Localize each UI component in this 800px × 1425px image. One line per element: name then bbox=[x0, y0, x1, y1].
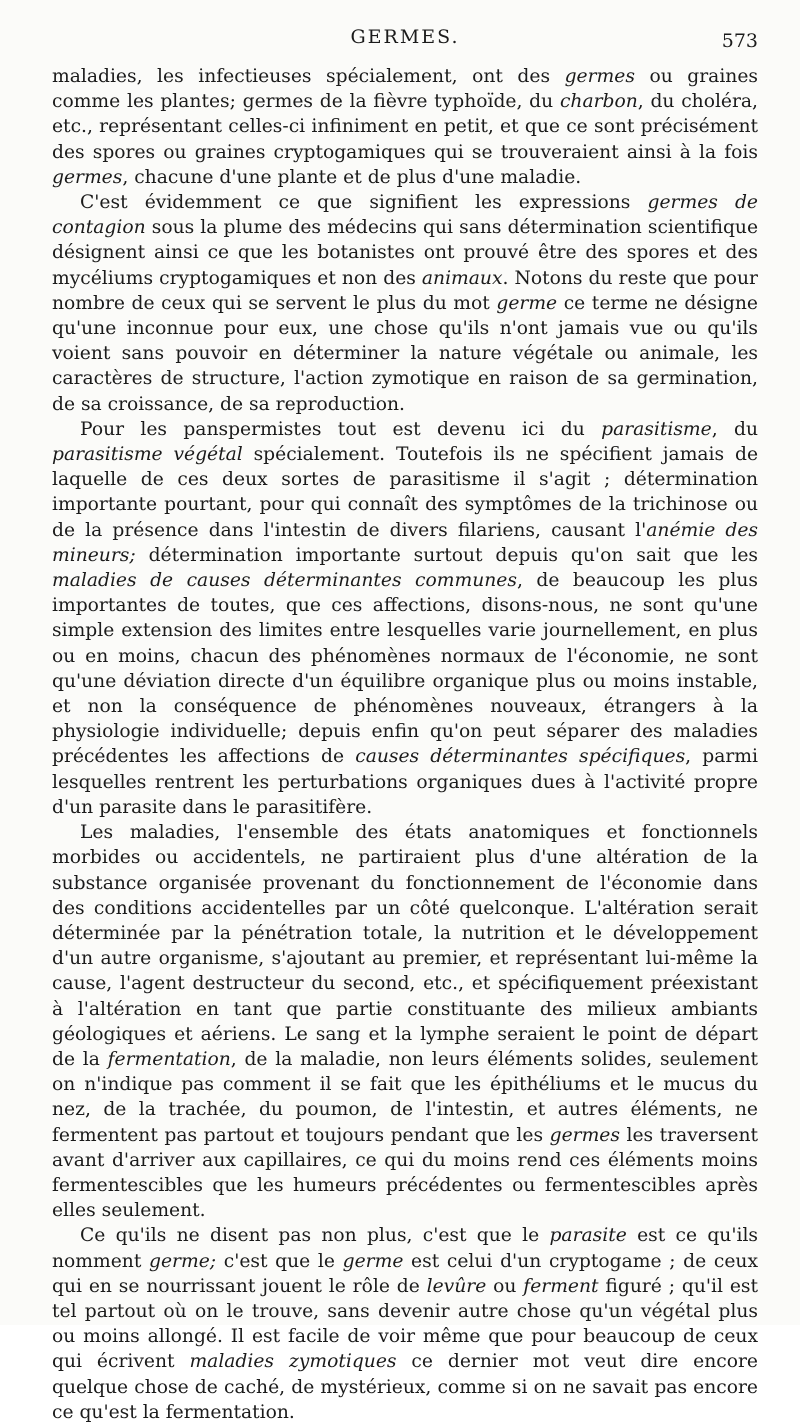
page-number: 573 bbox=[721, 30, 758, 52]
text-span: c'est que le bbox=[216, 1250, 343, 1272]
text-span: . Notons du reste que pour nombre de ceux qui se servent le plus du mot bbox=[52, 267, 758, 314]
text-span: Les maladies, l'ensemble des états anatomiques et fonctionnels morbides ou accidentels, ne partiraient plus d'une altération de la substance organisée provenant du fonctionnement de l'économie dans des conditions accidentelles par un côté quelconque. L'altération serait déterminée par la pénétration totale, la nutrition et le développement d'un autre organisme, s'ajoutant au premier, et représentant lui-même la cause, l'agent destructeur du second, etc., et spécifiquement préexistant à l'altération en tant que partie constituante des milieux ambiants géologiques et aériens. Le sang et la lymphe seraient le point de départ de la bbox=[52, 822, 758, 1070]
italic-span: parasite bbox=[549, 1225, 627, 1247]
body-text bbox=[52, 64, 758, 1425]
paragraph-3 bbox=[52, 417, 758, 820]
text-span: les traversent avant d'arriver aux capillaires, ce qui du moins rend ces éléments moins fermentescibles que les humeurs précédentes ou fermentescibles après elles seulement. bbox=[52, 1124, 758, 1222]
italic-span: maladies zymotiques bbox=[189, 1351, 397, 1373]
text-span: détermination importante surtout depuis qu'on sait que les bbox=[135, 544, 758, 566]
text-span: , de la maladie, non leurs éléments solides, seulement on n'indique pas comment il se fait que les épithéliums et le mucus du nez, de la trachée, du poumon, de l'intestin, et autres éléments, ne fermentent pas partout et toujours pendant que les bbox=[52, 1048, 758, 1146]
italic-span: causes déterminantes spécifiques bbox=[355, 746, 686, 768]
text-span: Pour les panspermistes tout est devenu ici du bbox=[80, 418, 602, 440]
text-span: maladies, les infectieuses spécialement, ont des bbox=[52, 66, 565, 87]
paragraph-4 bbox=[52, 820, 758, 1223]
text-span: ce dernier mot veut dire encore quelque chose de caché, de mystérieux, comme si on ne savait pas encore ce qu'est la fermentation. bbox=[52, 1351, 758, 1423]
text-span: figuré ; qu'il est tel partout où on le trouve, sans devenir autre chose qu'un végétal plus ou moins allongé. Il est facile de voir même que pour beaucoup de ceux qui écrivent bbox=[52, 1275, 758, 1373]
italic-span: germe; bbox=[149, 1250, 217, 1272]
italic-span: germe bbox=[342, 1250, 404, 1272]
italic-span: anémie des mineurs; bbox=[52, 519, 758, 566]
italic-span: charbon bbox=[559, 91, 638, 113]
text-span: , de beaucoup les plus importantes de toutes, que ces affections, disons-nous, ne sont qu'une simple extension des limites entre lesquelles varie journellement, en plus ou en moins, chacun des phénomènes normaux de l'économie, ne sont qu'une déviation directe d'un équilibre organique plus ou moins instable, et non la conséquence de phénomènes nouveaux, étrangers à la physiologie individuelle; depuis enfin qu'on peut séparer des maladies précédentes les affections de bbox=[52, 570, 758, 768]
text-span: , parmi lesquelles rentrent les perturbations organiques dues à l'activité propre d'un parasite dans le parasitifère. bbox=[52, 746, 758, 818]
italic-span: germes bbox=[564, 66, 635, 87]
paragraph-1 bbox=[52, 64, 758, 190]
paragraph-5 bbox=[52, 1223, 758, 1425]
text-span: sous la plume des médecins qui sans détermination scientifique désignent ainsi ce que les botanistes ont prouvé être des spores et des mycéliums cryptogamiques et non des bbox=[52, 217, 758, 289]
text-span: , du bbox=[711, 418, 758, 440]
italic-span: maladies de causes déterminantes communes bbox=[52, 570, 517, 592]
text-span: C'est évidemment ce que signifient les expressions bbox=[80, 192, 648, 214]
text-span: est celui d'un cryptogame ; de ceux qui en se nourrissant jouent le rôle de bbox=[52, 1250, 758, 1297]
paragraph-2 bbox=[52, 190, 758, 417]
italic-span: germes bbox=[549, 1124, 620, 1146]
italic-span: parasitisme végétal bbox=[52, 444, 243, 466]
text-span: est ce qu'ils nomment bbox=[52, 1225, 759, 1272]
italic-span: fermentation bbox=[107, 1048, 231, 1070]
text-span: ou graines comme les plantes; germes de la fièvre typhoïde, du bbox=[52, 66, 758, 113]
running-head-title: GERMES. bbox=[350, 26, 460, 48]
running-head bbox=[52, 20, 758, 56]
text-span: , du choléra, etc., représentant celles-ci infiniment en petit, et que ce sont précisément des spores ou graines cryptogamiques qui se trouveraient ainsi à la fois bbox=[52, 91, 759, 163]
italic-span: germe bbox=[496, 292, 558, 314]
text-span: , chacune d'une plante et de plus d'une maladie. bbox=[122, 166, 582, 188]
italic-span: parasitisme bbox=[601, 418, 712, 440]
text-span: spécialement. Toutefois ils ne spécifient jamais de laquelle de ces deux sortes de parasitisme il s'agit ; détermination importante pourtant, pour qui connaît des symptômes de la trichinose ou de la présence dans l'intestin de divers filariens, causant l' bbox=[52, 444, 759, 541]
italic-span: levûre bbox=[426, 1275, 487, 1297]
text-span: ce terme ne désigne qu'une inconnue pour eux, une chose qu'ils n'ont jamais vue ou qu'ils voient sans pouvoir en déterminer la nature végétale ou animale, les caractères de structure, l'action zymotique en raison de sa germination, de sa croissance, de sa reproduction. bbox=[52, 292, 758, 415]
italic-span: animaux bbox=[421, 267, 503, 289]
italic-span: germes bbox=[52, 166, 123, 188]
italic-span: germes de contagion bbox=[52, 192, 758, 239]
text-span: Ce qu'ils ne disent pas non plus, c'est que le bbox=[80, 1225, 550, 1247]
text-span: ou bbox=[486, 1275, 524, 1297]
italic-span: ferment bbox=[523, 1275, 599, 1297]
